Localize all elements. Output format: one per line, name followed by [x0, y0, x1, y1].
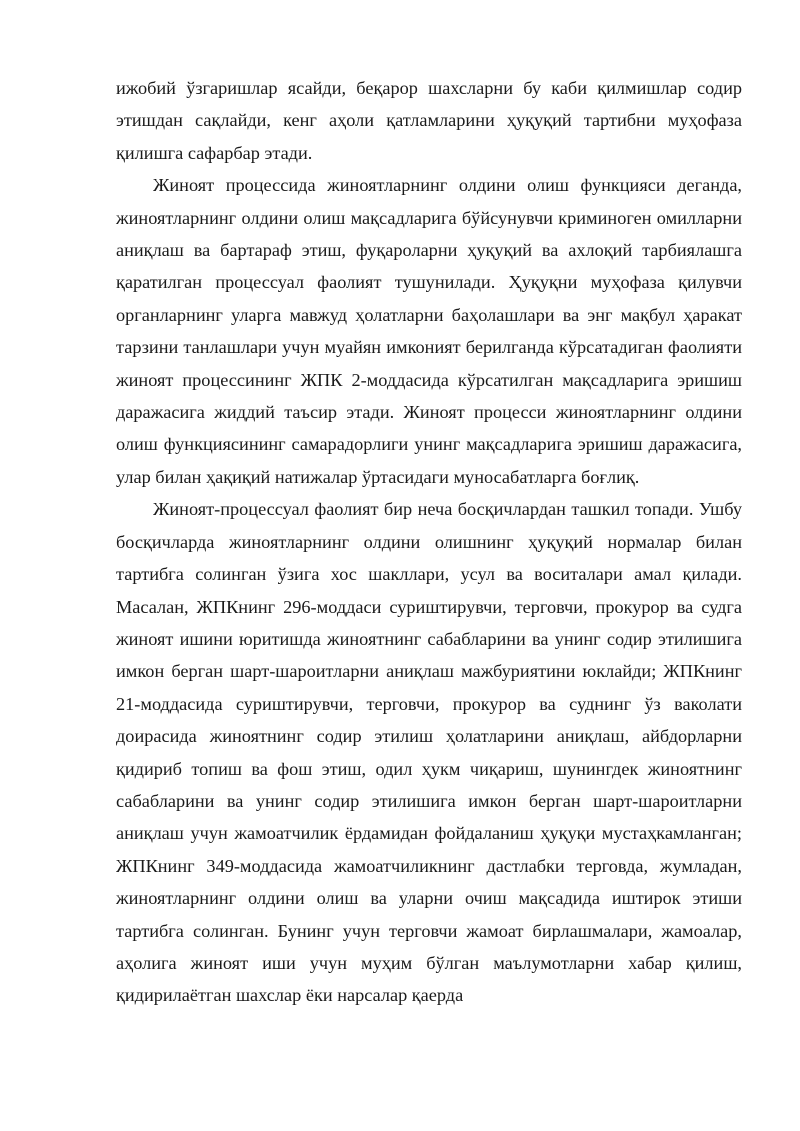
paragraph-2: Жиноят процессида жиноятларнинг олдини олиш функцияси деганда, жиноятларнинг олдини олиш мақсадларига бўйсунувчи криминоген омилларни аниқлаш ва бартараф этиш, фуқароларни ҳуқуқий ва ахлоқий тарбиялашга қаратилган процессуал фаолият тушунилади. Ҳуқуқни муҳофаза қилувчи органларнинг уларга мавжуд ҳолатларни баҳолашлари ва энг мақбул ҳаракат тарзини танлашлари учун муайян имконият берилганда кўрсатадиган фаолияти жиноят процессининг ЖПК 2-моддасида кўрсатилган мақсадларига эришиш даражасига жиддий таъсир этади. Жиноят процесси жиноятларнинг олдини олиш функциясининг самарадорлиги унинг мақсадларига эришиш даражасига, улар билан ҳақиқий натижалар ўртасидаги муносабатларга боғлиқ.: [116, 175, 742, 487]
paragraph-3: Жиноят-процессуал фаолият бир неча босқичлардан ташкил топади. Ушбу босқичларда жиноятларнинг олдини олишнинг ҳуқуқий нормалар билан тартибга солинган ўзига хос шакллари, усул ва воситалари амал қилади. Масалан, ЖПКнинг 296-моддаси суриштирувчи, терговчи, прокурор ва судга жиноят ишини юритишда жиноятнинг сабабларини ва унинг содир этилишига имкон берган шарт-шароитларни аниқлаш мажбуриятини юклайди; ЖПКнинг 21-моддасида суриштирувчи, терговчи, прокурор ва суднинг ўз ваколати доирасида жиноятнинг содир этилиш ҳолатларини аниқлаш, айбдорларни қидириб топиш ва фош этиш, одил ҳукм чиқариш, шунингдек жиноятнинг сабабларини ва унинг содир этилишига имкон берган шарт-шароитларни аниқлаш учун жамоатчилик ёрдамидан фойдаланиш ҳуқуқи мустаҳкамланган; ЖПКнинг 349-моддасида жамоатчиликнинг дастлабки терговда, жумладан, жиноятларнинг олдини олиш ва уларни очиш мақсадида иштирок этиши тартибга солинган. Бунинг учун терговчи жамоат бирлашмалари, жамоалар, аҳолига жиноят иши учун муҳим бўлган маълумотларни хабар қилиш, қидирилаётган шахслар ёки нарсалар қаерда: [116, 499, 742, 1006]
paragraph-1: ижобий ўзгаришлар ясайди, беқарор шахсларни бу каби қилмишлар содир этишдан сақлайди, кенг аҳоли қатламларини ҳуқуқий тартибни муҳофаза қилишга сафарбар этади.: [116, 78, 742, 163]
document-page: [116, 72, 742, 1012]
